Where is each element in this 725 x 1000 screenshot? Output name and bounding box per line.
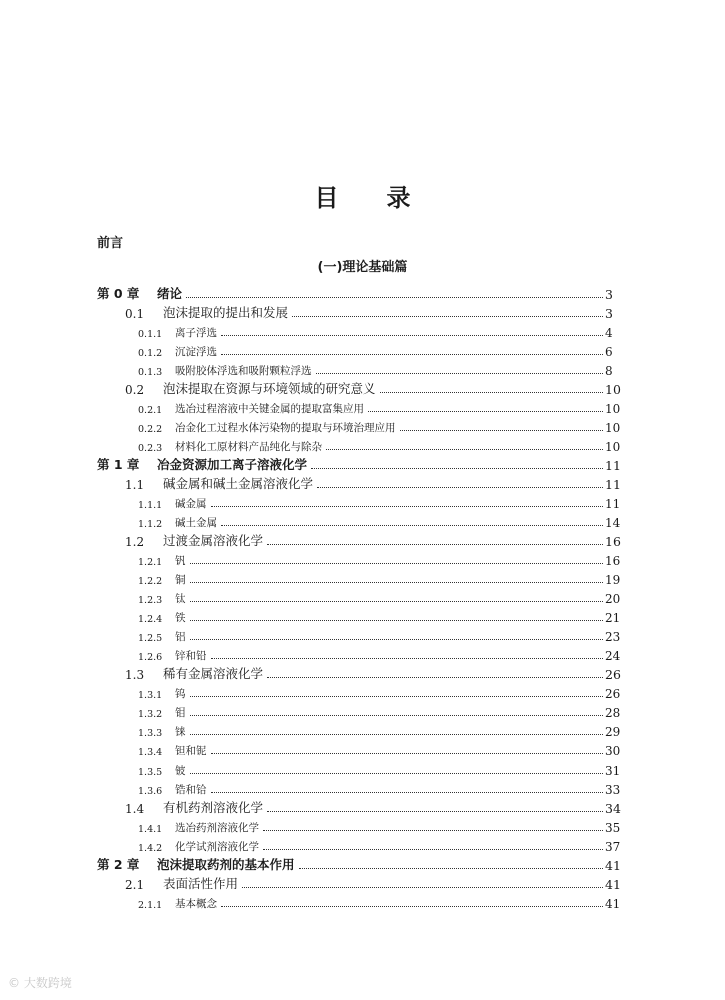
dot-leader <box>263 830 603 831</box>
toc-entry <box>0 721 725 739</box>
toc-entry-number: 1.2.2 <box>138 576 163 588</box>
dot-leader <box>211 792 604 793</box>
toc-entry <box>0 341 725 359</box>
toc-entry-page: 23 <box>605 630 621 645</box>
toc-entry-title: 泡沫提取药剂的基本作用 <box>157 856 295 872</box>
dot-leader <box>326 449 603 450</box>
toc-entry <box>0 322 725 340</box>
dot-leader <box>292 316 603 317</box>
toc-entry-number: 0.1 <box>125 307 145 322</box>
toc-entry-title: 吸附胶体浮选和吸附颗粒浮选 <box>175 365 312 378</box>
toc-entry-page: 31 <box>605 763 621 778</box>
dot-leader <box>190 620 604 621</box>
toc-entry <box>0 740 725 758</box>
toc-entry-number: 第 1 章 <box>97 457 140 473</box>
dot-leader <box>267 544 603 545</box>
toc-entry <box>0 893 725 911</box>
toc-entry <box>0 645 725 663</box>
toc-entry-page: 11 <box>605 477 621 493</box>
toc-entry-page: 11 <box>605 458 621 474</box>
dot-leader <box>190 773 604 774</box>
toc-entry <box>0 512 725 530</box>
dot-leader <box>380 392 603 393</box>
toc-entry-page: 37 <box>605 839 621 854</box>
toc-entry-title: 泡沫提取的提出和发展 <box>163 305 289 321</box>
toc-entry-number: 1.2.5 <box>138 633 163 645</box>
toc-entry <box>0 702 725 720</box>
toc-entry-title: 基本概念 <box>175 897 217 910</box>
toc-entry-number: 1.2.3 <box>138 595 163 607</box>
toc-entry-number: 0.2.3 <box>138 443 163 455</box>
dot-leader <box>190 563 604 564</box>
toc-entry-title: 铁 <box>175 612 186 625</box>
toc-entry <box>0 398 725 416</box>
toc-entry <box>0 569 725 587</box>
toc-entry-title: 泡沫提取在资源与环境领域的研究意义 <box>163 381 376 397</box>
toc-entry-number: 1.3.1 <box>138 690 163 702</box>
toc-entry <box>0 531 725 549</box>
toc-entry-number: 第 0 章 <box>97 286 140 301</box>
toc-entry <box>0 817 725 835</box>
dot-leader <box>221 335 603 336</box>
dot-leader <box>242 887 603 888</box>
title-char-2: 录 <box>386 184 411 212</box>
toc-entry <box>0 607 725 625</box>
toc-entry-number: 2.1.1 <box>138 899 163 911</box>
toc-entry-page: 20 <box>605 592 621 607</box>
dot-leader <box>400 430 604 431</box>
toc-entry-title: 冶金资源加工离子溶液化学 <box>157 457 308 473</box>
toc-entry <box>0 874 725 892</box>
toc-entry-page: 30 <box>605 744 621 759</box>
dot-leader <box>299 868 603 869</box>
dot-leader <box>311 468 603 469</box>
toc-entry-page: 41 <box>605 896 621 911</box>
toc-entry-page: 26 <box>605 667 621 683</box>
toc-entry-number: 1.4.2 <box>138 842 163 854</box>
dot-leader <box>267 811 603 812</box>
title-char-1: 目 <box>314 184 339 212</box>
toc-entry-title: 稀有金属溶液化学 <box>163 666 264 682</box>
toc-entry-title: 碱金属 <box>175 498 207 511</box>
toc-entry-number: 1.2.6 <box>138 652 163 664</box>
toc-entry <box>0 760 725 778</box>
toc-entry-title: 绪论 <box>157 286 183 301</box>
toc-entry <box>0 455 725 473</box>
toc-entry-page: 24 <box>605 649 621 664</box>
toc-entry-number: 1.1.1 <box>138 500 163 512</box>
toc-entry-number: 0.1.3 <box>138 367 163 379</box>
toc-entry-page: 34 <box>605 800 621 816</box>
dot-leader <box>190 715 604 716</box>
dot-leader <box>221 525 603 526</box>
toc-entry-number: 1.3.3 <box>138 728 163 740</box>
toc-entry-number: 第 2 章 <box>97 856 140 872</box>
toc-entry <box>0 798 725 816</box>
toc-entry-title: 锆和铪 <box>175 783 207 796</box>
toc-entry-title: 铝 <box>175 631 186 644</box>
dot-leader <box>190 601 604 602</box>
toc-entry-number: 1.3 <box>125 668 145 683</box>
toc-entry-page: 16 <box>605 534 621 550</box>
toc-entry-number: 0.2 <box>125 383 145 398</box>
toc-entry <box>0 664 725 682</box>
toc-entry-number: 1.2 <box>125 535 145 550</box>
toc-entry-title: 铜 <box>175 574 186 587</box>
toc-entry-number: 0.1.1 <box>138 329 163 341</box>
toc-entry-page: 41 <box>605 857 621 873</box>
toc-entry-number: 1.3.6 <box>138 785 163 797</box>
toc-entry <box>0 683 725 701</box>
toc-entry-title: 锌和铅 <box>175 650 207 663</box>
dot-leader <box>267 677 603 678</box>
toc-entry-page: 3 <box>605 306 613 322</box>
dot-leader <box>221 354 603 355</box>
toc-entry-number: 2.1 <box>125 877 145 892</box>
toc-entry-page: 19 <box>605 573 621 588</box>
toc-entry <box>0 779 725 797</box>
toc-entry-page: 33 <box>605 782 621 797</box>
toc-entry <box>0 360 725 378</box>
toc-entry-title: 碱金属和碱土金属溶液化学 <box>163 476 314 492</box>
toc-entry-page: 4 <box>605 326 613 341</box>
toc-entry-page: 10 <box>605 440 621 455</box>
toc-entry-page: 29 <box>605 725 621 740</box>
toc-entry-page: 28 <box>605 706 621 721</box>
toc-entry-title: 碱土金属 <box>175 517 217 530</box>
toc-entry <box>0 836 725 854</box>
toc-entry-number: 1.1.2 <box>138 519 163 531</box>
toc-entry-number: 1.4.1 <box>138 823 163 835</box>
toc-entry-number: 1.3.5 <box>138 766 163 778</box>
watermark: © 大数跨境 <box>8 976 72 990</box>
toc-entry-title: 选冶药剂溶液化学 <box>175 821 259 834</box>
toc-entry-number: 0.1.2 <box>138 348 163 360</box>
toc-entry-page: 35 <box>605 820 621 835</box>
dot-leader <box>211 753 604 754</box>
toc-entry-page: 21 <box>605 611 621 626</box>
toc-entry <box>0 474 725 492</box>
toc-entry-title: 选冶过程溶液中关键金属的提取富集应用 <box>175 403 364 416</box>
toc-entry-number: 0.2.2 <box>138 424 163 436</box>
toc-entry-page: 41 <box>605 876 621 892</box>
toc-entry-title: 钼 <box>175 707 186 720</box>
toc-entry-title: 钒 <box>175 555 186 568</box>
toc-entry-title: 冶金化工过程水体污染物的提取与环境治理应用 <box>175 422 396 435</box>
toc-entry-title: 铍 <box>175 764 186 777</box>
toc-entry-number: 1.2.1 <box>138 557 163 569</box>
toc-entry-title: 材料化工原材料产品纯化与除杂 <box>175 441 322 454</box>
toc-entry-page: 16 <box>605 554 621 569</box>
toc-entry-page: 14 <box>605 516 621 531</box>
toc-entry-title: 过渡金属溶液化学 <box>163 533 264 549</box>
toc-entry-number: 1.3.4 <box>138 747 163 759</box>
toc-entry-page: 3 <box>605 287 613 302</box>
toc-entry-page: 10 <box>605 382 621 398</box>
toc-entry <box>0 588 725 606</box>
toc-entry <box>0 493 725 511</box>
toc-entry <box>0 417 725 435</box>
toc-entry-title: 铼 <box>175 726 186 739</box>
toc-entry <box>0 626 725 644</box>
toc-entry-number: 1.3.2 <box>138 709 163 721</box>
toc-entry <box>0 379 725 397</box>
toc-entry-title: 有机药剂溶液化学 <box>163 799 264 815</box>
toc-entry-title: 钛 <box>175 593 186 606</box>
dot-leader <box>190 696 604 697</box>
toc-entry-title: 钽和铌 <box>175 745 207 758</box>
part-heading: (一)理论基础篇 <box>317 260 408 275</box>
dot-leader <box>190 582 604 583</box>
dot-leader <box>263 849 603 850</box>
dot-leader <box>221 906 603 907</box>
toc-entry-number: 0.2.1 <box>138 405 163 417</box>
dot-leader <box>186 297 603 298</box>
toc-entry-page: 10 <box>605 421 621 436</box>
toc-entry-number: 1.1 <box>125 478 145 493</box>
toc-entry-page: 26 <box>605 687 621 702</box>
toc-entry <box>0 855 725 873</box>
dot-leader <box>368 411 603 412</box>
page-title <box>0 178 725 213</box>
toc-entry-number: 1.4 <box>125 801 145 816</box>
toc-entry-page: 11 <box>605 497 621 512</box>
toc-entry-title: 化学试剂溶液化学 <box>175 840 259 853</box>
toc-entry-page: 8 <box>605 364 613 379</box>
toc-entry <box>0 436 725 454</box>
toc-entry-title: 表面活性作用 <box>163 875 239 891</box>
preface-heading: 前言 <box>97 236 124 251</box>
dot-leader <box>190 639 604 640</box>
toc-entry-title: 钨 <box>175 688 186 701</box>
dot-leader <box>316 373 604 374</box>
toc-entry-title: 离子浮选 <box>175 327 217 340</box>
dot-leader <box>211 658 604 659</box>
toc-entry-number: 1.2.4 <box>138 614 163 626</box>
dot-leader <box>317 487 603 488</box>
toc-entry-page: 10 <box>605 402 621 417</box>
dot-leader <box>211 506 604 507</box>
dot-leader <box>190 734 604 735</box>
toc-entry <box>0 284 725 302</box>
toc-entry <box>0 303 725 321</box>
toc-entry-title: 沉淀浮选 <box>175 346 217 359</box>
toc-entry-page: 6 <box>605 345 613 360</box>
toc-entry <box>0 550 725 568</box>
